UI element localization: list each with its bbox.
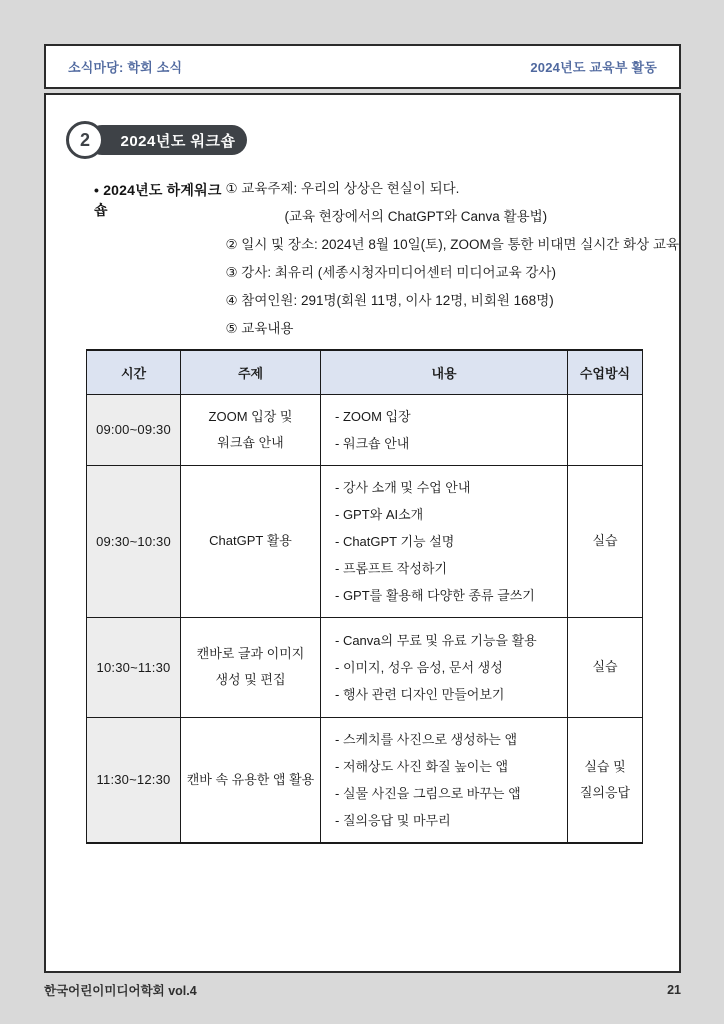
topic-cell — [181, 617, 321, 717]
cell-line: 실습 — [592, 533, 618, 548]
cell-line: - GPT를 활용해 다양한 종류 글쓰기 — [335, 587, 535, 603]
time-cell: 10:30~11:30 — [87, 617, 181, 717]
section-title-pill: 2024년도 워크숍 — [87, 125, 247, 155]
cell-line: - 저해상도 사진 화질 높이는 앱 — [335, 758, 509, 774]
cell-line: - Canva의 무료 및 유료 기능을 활용 — [335, 632, 537, 648]
intro-line: ① 교육주제: 우리의 상상은 현실이 되다. — [225, 181, 460, 196]
table-row — [87, 394, 643, 465]
cell-line: - 이미지, 성우 음성, 문서 생성 — [335, 659, 503, 675]
cell-line: - ZOOM 입장 — [335, 408, 411, 424]
cell-line: - 스케치를 사진으로 생성하는 앱 — [335, 731, 518, 747]
cell-line: ZOOM 입장 및 — [208, 408, 293, 424]
cell-line: 실습 및 — [584, 758, 626, 774]
column-header: 시간 — [87, 350, 181, 394]
workshop-bullet-label: • 2024년도 하계워크숍 — [94, 182, 222, 218]
cell-line: - 행사 관련 디자인 만들어보기 — [335, 686, 505, 702]
footer-page-number: 21 — [667, 983, 681, 997]
topic-cell — [181, 465, 321, 617]
column-header: 내용 — [321, 350, 568, 394]
time-cell: 09:00~09:30 — [87, 394, 181, 465]
header-left-title: 소식마당: 학회 소식 — [68, 60, 183, 75]
intro-line: ④ 참여인원: 291명(회원 11명, 이사 12명, 비회원 168명) — [225, 293, 554, 308]
intro-line: (교육 현장에서의 ChatGPT와 Canva 활용법) — [284, 209, 548, 224]
content-cell — [321, 717, 568, 843]
table-row — [87, 717, 643, 843]
cell-line: 캔바 속 유용한 앱 활용 — [186, 771, 315, 787]
page-content — [44, 93, 681, 973]
page-footer — [44, 981, 681, 999]
section-number-circle: 2 — [66, 121, 104, 159]
table-row — [87, 465, 643, 617]
page-header-band — [44, 44, 681, 89]
intro-lines — [225, 175, 679, 343]
intro-line: ② 일시 및 장소: 2024년 8월 10일(토), ZOOM을 통한 비대면 실시간 화상 교육 — [225, 237, 679, 252]
table-header-row — [87, 350, 643, 394]
time-cell: 11:30~12:30 — [87, 717, 181, 843]
content-cell — [321, 617, 568, 717]
column-header: 수업방식 — [568, 350, 643, 394]
method-cell — [568, 394, 643, 465]
cell-line: 워크숍 안내 — [217, 434, 284, 450]
cell-line: - 워크숍 안내 — [335, 435, 410, 451]
intro-line: ⑤ 교육내용 — [225, 321, 294, 336]
intro-line: ③ 강사: 최유리 (세종시청자미디어센터 미디어교육 강사) — [225, 265, 556, 280]
cell-line: - ChatGPT 기능 설명 — [335, 533, 455, 549]
cell-line: - GPT와 AI소개 — [335, 506, 424, 522]
cell-line: 질의응답 — [579, 784, 631, 800]
cell-line: 캔바로 글과 이미지 — [196, 646, 305, 661]
header-right-title: 2024년도 교육부 활동 — [530, 60, 657, 75]
cell-line: - 질의응답 및 마무리 — [335, 812, 451, 828]
schedule-table — [86, 349, 643, 844]
cell-line: - 강사 소개 및 수업 안내 — [335, 479, 471, 495]
workshop-intro — [94, 175, 679, 343]
cell-line: - 실물 사진을 그림으로 바꾸는 앱 — [335, 785, 521, 801]
cell-line: 실습 — [592, 659, 618, 674]
topic-cell — [181, 717, 321, 843]
cell-line: - 프롬프트 작성하기 — [335, 560, 448, 576]
column-header: 주제 — [181, 350, 321, 394]
time-cell: 09:30~10:30 — [87, 465, 181, 617]
footer-journal-title: 한국어린이미디어학회 vol.4 — [44, 984, 197, 998]
method-cell — [568, 465, 643, 617]
content-cell — [321, 465, 568, 617]
table-body — [87, 394, 643, 843]
topic-cell — [181, 394, 321, 465]
method-cell — [568, 717, 643, 843]
content-cell — [321, 394, 568, 465]
table-row — [87, 617, 643, 717]
cell-line: ChatGPT 활용 — [209, 533, 292, 548]
method-cell — [568, 617, 643, 717]
cell-line: 생성 및 편집 — [215, 672, 286, 687]
section-badge — [66, 121, 236, 159]
